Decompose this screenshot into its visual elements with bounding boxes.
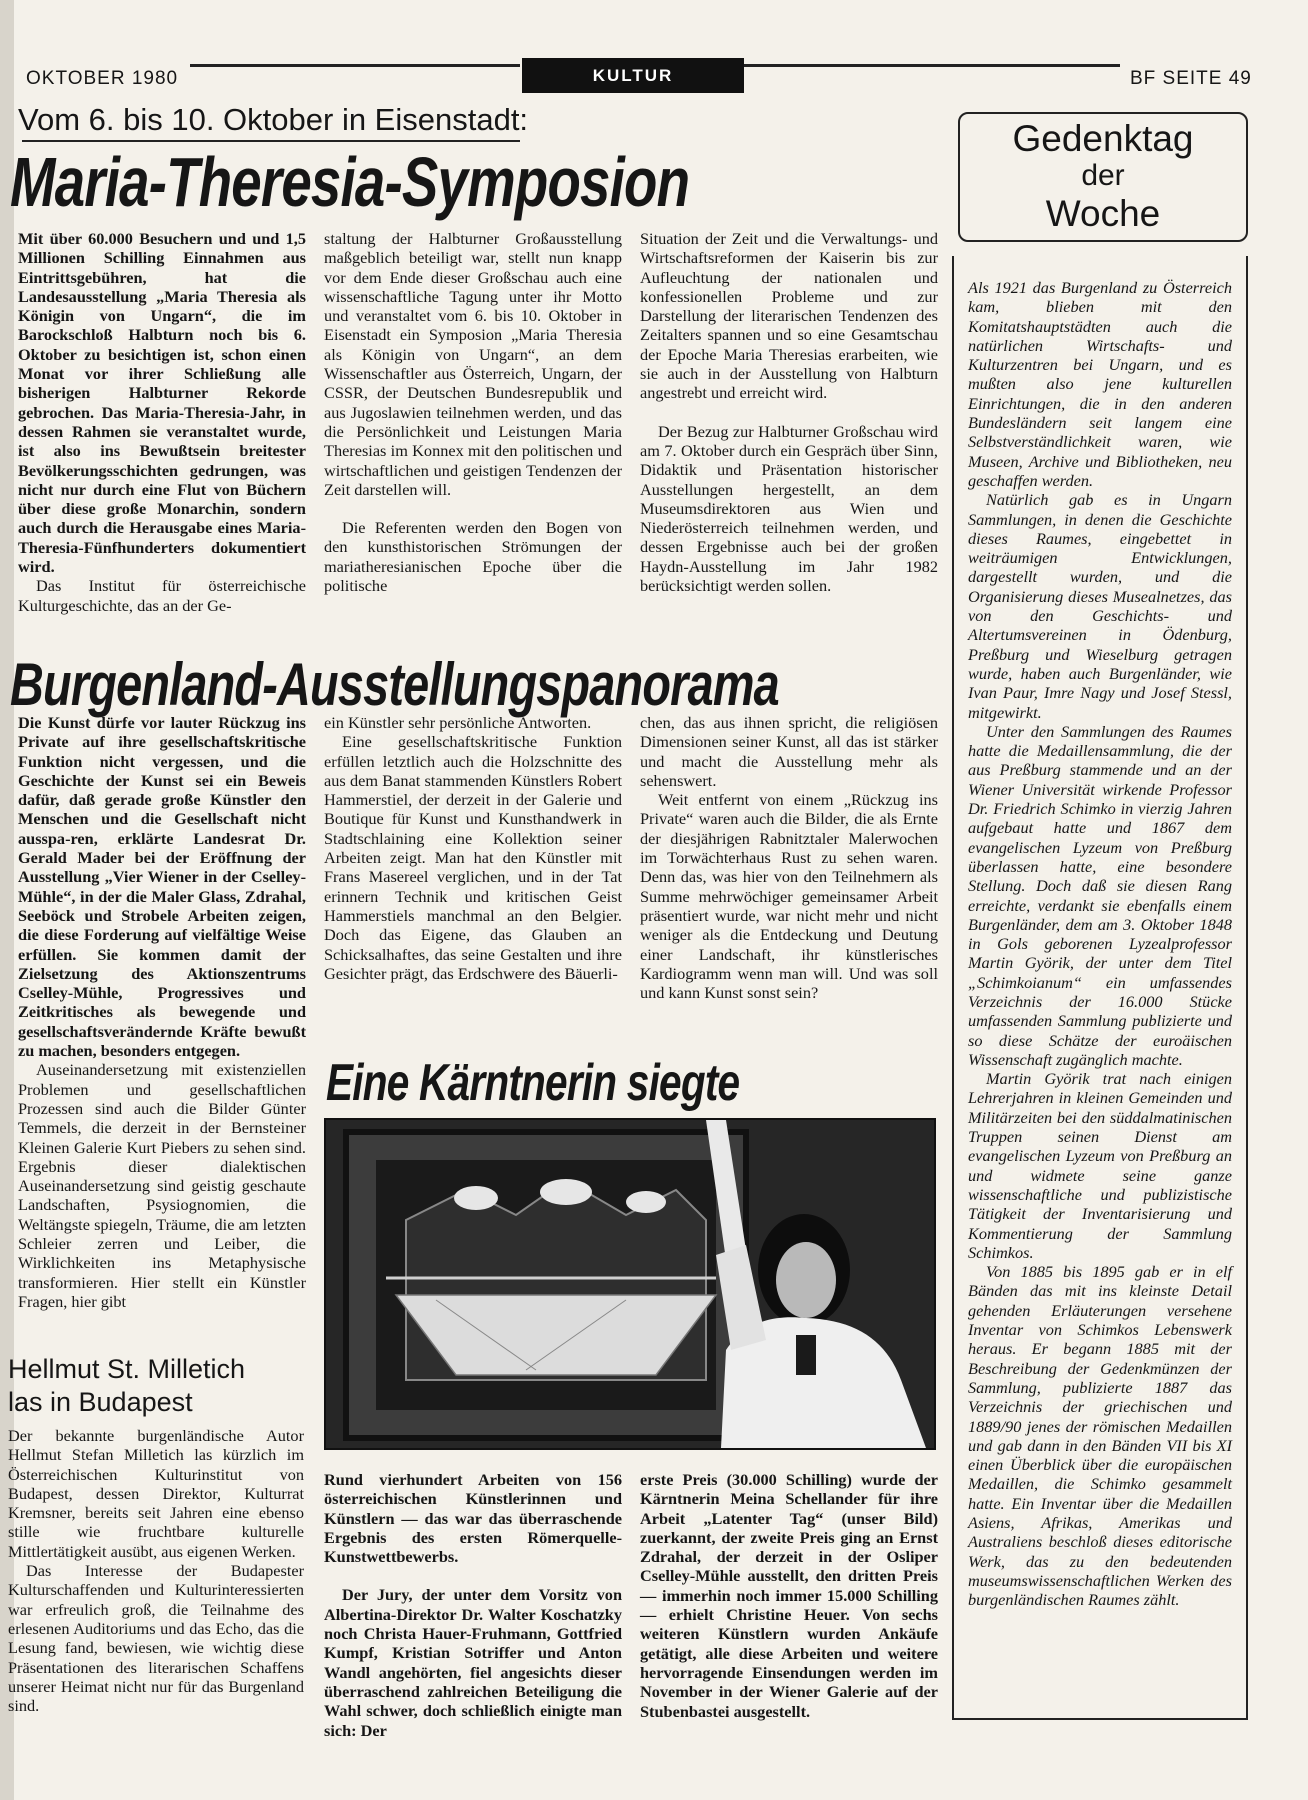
article2-col3	[640, 713, 938, 1043]
article3-p2: Das Interesse der Budapester Kulturschaffenden und Kulturinteressierten war erfreulich groß, die Teilnahme des erlesenen Auditoriums und das Echo, das die Lesung fand, bewiesen, wie wichtig diese Präsentationen des literarischen Schaffens unserer Heimat nicht nur für das Burgenland sind.	[8, 1561, 304, 1716]
article1-col3	[640, 229, 938, 629]
header-date: OKTOBER 1980	[26, 68, 184, 90]
sidebar-text	[952, 256, 1248, 1720]
article3-p1: Der bekannte burgenländische Autor Hellmut Stefan Milletich las kürzlich im Österreichischen Kulturinstitut von Budapest, dessen Direktor, Kulturrat Kremsner, bereits seit Jahren eine ebenso stille wie fruchtbare kulturelle Mittlertätigkeit ausübt, aus eigenen Werken.	[8, 1426, 304, 1561]
sidebar-title-line1: Gedenktag	[1012, 118, 1194, 159]
article4-col1-p1: Rund vierhundert Arbeiten von 156 österreichischen Künstlerinnen und Künstlern — das war das überraschende Ergebnis des ersten Römerquelle-Kunstwettbewerbs.	[324, 1470, 622, 1567]
article2-headline: Burgenland-Ausstellungspanorama	[10, 651, 779, 718]
article4-col2-p1: erste Preis (30.000 Schilling) wurde der Kärntnerin Meina Schellander für ihre Arbeit „Latenter Tag“ (unser Bild) zuerkannt, der zweite Preis ging an Ernst Zdrahal, der derzeit in der Osliper Cselley-Mühle ausstellt, den dritten Preis — immerhin noch immer 15.000 Schilling — erhielt Christine Heuer. Von sechs weiteren Künstlern wurden Ankäufe getätigt, alle diese Arbeiten und weitere hervorragende Einsendungen werden im November in der Wiener Galerie auf der Stubenbastei ausgestellt.	[640, 1470, 938, 1721]
article1-col1	[18, 229, 306, 629]
header-rule-right	[742, 64, 1120, 67]
article4-col1-p2: Der Jury, der unter dem Vorsitz von Albertina-Direktor Dr. Walter Koschatzky noch Christa Hauer-Fruhmann, Gottfried Kumpf, Kristian Sotriffer und Anton Wandl angehörten, fiel angesichts dieser überraschend zahlreichen Beteiligung die Wahl schwer, doch schließlich einigte man sich: Der	[324, 1585, 622, 1740]
sidebar-p5: Von 1885 bis 1895 gab er in elf Bänden das mit ins kleinste Detail gehenden Erläuterungen versehene Inventar von Schimkos Lebenswerk heraus. Er begann 1885 mit der Beschreibung der Gedenkmünzen der Sammlung, publizierte 1887 das Verzeichnis der griechischen und 1889/90 jenes der römischen Medaillen und gab dann in den Bänden VII bis XI einen Überblick über die europäischen Medaillen, die Schimko gesammelt hatte. Ein Inventar über die Medaillen Asiens, Afrikas, Amerikas und Australiens beschloß dieses editorische Werk, das zu den bedeutenden museumswissenschaftlichen Werken des burgenländischen Raumes zählt.	[968, 1262, 1232, 1610]
article1-col3-p1: Situation der Zeit und die Verwaltungs- und Wirtschaftsreformen der Kaiserin bis zur Aufleuchtung der nationalen und konfessionellen Probleme und zur Darstellung der literarischen Tendenzen des Zeitalters spannen und so eine Gesamtschau der Epoche Maria Theresias erarbeiten, wie sie auch in der Ausstellung von Halbturn angestrebt und erreicht wird.	[640, 229, 938, 403]
article1-col2	[324, 229, 622, 629]
sidebar-p3: Unter den Sammlungen des Raumes hatte die Medaillensammlung, die der aus Preßburg stammende und an der Wiener Universität wirkende Professor Dr. Friedrich Schimko in vierzig Jahren aufgebaut hatte und 1867 dem evangelischen Lyzeum von Preßburg überlassen hatte, eine besondere Stellung. Doch daß sie diesen Rang erreichte, verdankt sie ebenfalls einem Burgenländer, dem am 3. Oktober 1848 in Gols geborenen Lyzealprofessor Martin Györik, der unter dem Titel „Schimkoianum“ ein umfassendes Verzeichnis der 16.000 Stücke umfassenden Sammlung publizierte und so diese Schätze der euroäischen Wissenschaft zugänglich machte.	[968, 721, 1232, 1069]
article2-col3-p2: Weit entfernt von einem „Rückzug ins Private“ waren auch die Bilder, die als Ernte der diesjährigen Rabnitztaler Malerwochen im Torwächterhaus Rust zu sehen waren. Denn das, was hier von den Teilnehmern als Summe mehrwöchiger gemeinsamer Arbeit präsentiert wurde, war nicht mehr und nicht weniger als die Entdeckung und Deutung einer Landschaft, ihr künstlerisches Kardiogramm wenn man will. Und was soll und kann Kunst sonst sein?	[640, 790, 938, 1003]
sidebar-title-line3: Woche	[1045, 193, 1161, 234]
article2-col3-p1: chen, das aus ihnen spricht, die religiösen Dimensionen seiner Kunst, all das ist stärker und macht die Ausstellung mehr als sehenswert.	[640, 713, 938, 790]
article3-headline-line1: Hellmut St. Milletich	[8, 1354, 246, 1384]
article4-col2	[640, 1470, 938, 1728]
article2-col2	[324, 713, 622, 1043]
article3-body	[8, 1426, 304, 1732]
sidebar-p1: Als 1921 das Burgenland zu Österreich kam, blieben mit den Komitatshauptstädten auch die natürlichen Wirtschafts- und Kulturzentren bei Ungarn, und es mußten also jene kulturellen Einrichtungen, die in den anderen Bundesländern seit langem eine Selbstverständlichkeit waren, wie Museen, Archive und Bibliotheken, neu geschaffen werden.	[968, 278, 1232, 490]
sidebar-title-line2: der	[1081, 159, 1125, 192]
article1-headline: Maria-Theresia-Symposion	[10, 143, 690, 221]
article1-col3-p2: Der Bezug zur Halbturner Großschau wird am 7. Oktober durch ein Gespräch über Sinn, Didaktik und Präsentation historischer Ausstellungen hergestellt, an dem Museumsdirektoren aus Wien und Niederösterreich teilnehmen werden, und dessen Ergebnisse auch bei der großen Haydn-Ausstellung im Jahr 1982 berücksichtigt werden sollen.	[640, 421, 938, 596]
article4-headline: Eine Kärntnerin siegte	[326, 1054, 740, 1112]
header-rule-left	[190, 64, 520, 67]
article2-col1	[18, 713, 306, 1365]
header-page-number: BF SEITE 49	[1124, 68, 1252, 90]
article2-col1-lead: Die Kunst dürfe vor lauter Rückzug ins Private auf ihre gesellschaftskritische Funktion nicht vergessen, und die Geschichte der Kunst sei ein Beweis dafür, daß gerade große Künstler den Menschen und die Gesellschaft nicht ausspa-ren, erklärte Landesrat Dr. Gerald Mader bei der Eröffnung der Ausstellung „Vier Wiener in der Cselley-Mühle“, in der die Maler Glass, Zdrahal, Seeböck und Strobele Arbeiten zeigen, die diese Forderung auf vielfältige Weise erfüllen. Sie kommen damit der Zielsetzung des Aktionszentrums Cselley-Mühle, Progressives und Zeitkritisches als bewegende und gesellschaftsverändernde Kräfte bewußt zu machen, besonders entgegen.	[18, 713, 306, 1061]
article1-col2-p2: Die Referenten werden den Bogen von den kunsthistorischen Strömungen der mariatheresianischen Epoche über die politische	[324, 518, 622, 596]
sidebar-title-box	[958, 112, 1248, 242]
article4-photo	[324, 1118, 936, 1450]
article4-col1	[324, 1470, 622, 1740]
photo-artwork-with-artist	[326, 1120, 934, 1448]
article2-col2-p2: Eine gesellschaftskritische Funktion erfüllen letztlich auch die Holzschnitte des aus dem Banat stammenden Künstlers Robert Hammerstiel, der derzeit in der Galerie und Boutique für Kunst und Kunsthandwerk in Stadtschlaining eine Kollektion seiner Arbeiten zeigt. Man hat den Künstler mit Frans Masereel verglichen, und in der Tat erinnern Technik und kritischen Geist Hammerstiels manchmal an den Belgier. Doch das Eigene, das Glauben an Schicksalhaftes, das seine Gestalten und ihre Gesichter prägt, das Erdschwere des Bäuerli-	[324, 732, 622, 983]
article1-col1-p2: Das Institut für österreichische Kulturgeschichte, das an der Ge-	[18, 576, 306, 615]
section-label: KULTUR	[522, 58, 744, 93]
article2-col1-body: Auseinandersetzung mit existenziellen Problemen und gesellschaftlichen Prozessen sind auch die Bilder Günter Temmels, die derzeit in der Bernsteiner Kleinen Galerie Kurt Piebers zu sehen sind. Ergebnis dieser dialektischen Auseinandersetzung sind geistig geschaute Landschaften, Psysiognomien, die Weltängste spiegeln, Träume, die am letzten Schleier zerren und Leiber, die Wirklichkeiten ins Metaphysische transformieren. Hier stellt ein Künstler Fragen, hier gibt	[18, 1060, 306, 1311]
sidebar-p2: Natürlich gab es in Ungarn Sammlungen, in denen die Geschichte dieses Raumes, eingebettet in weiträumigen Entwicklungen, dargestellt wurden, und die Organisierung dieses Musealnetzes, das von den Geschichts- und Altertumsvereinen in Ödenburg, Preßburg und Wieselburg getragen wurde, haben auch Burgenländer, wie Ivan Paur, Imre Nagy und Josef Stessl, mitgewirkt.	[968, 490, 1232, 722]
article1-col2-p1: staltung der Halbturner Großausstellung maßgeblich beteiligt war, stellt nun knapp vor dem Ende dieser Großschau auch eine wissenschaftliche Tagung unter ihr Motto und veranstaltet vom 6. bis 10. Oktober in Eisenstadt ein Symposion „Maria Theresia als Königin von Ungarn“, an dem Wissenschaftler aus Österreich, Ungarn, der CSSR, der Deutschen Bundesrepublik und aus Jugoslawien teilnehmen werden, und das die Persönlichkeit und Leistungen Maria Theresias im Konnex mit den politischen und wirtschaftlichen und geistigen Tendenzen der Zeit darstellen will.	[324, 229, 622, 499]
article1-kicker-rule	[22, 140, 520, 142]
sidebar-p4: Martin Györik trat nach einigen Lehrerjahren in kleinen Gemeinden und Militärzeiten bei den süddalmatinischen Truppen seinen Dienst am evangelischen Lyzeum von Preßburg an und widmete seine ganze wissenschaftliche und publizistische Tätigkeit der Inventarisierung und Kommentierung der Sammlung Schimkos.	[968, 1069, 1232, 1262]
article3-headline-line2: las in Budapest	[8, 1387, 193, 1417]
article3-headline	[8, 1353, 308, 1419]
article1-col1-p1: Mit über 60.000 Besuchern und und 1,5 Millionen Schilling Einnahmen aus Eintrittsgebühren, hat die Landesausstellung „Maria Theresia als Königin von Ungarn“, die im Barockschloß Halbturn noch bis 6. Oktober zu besichtigen ist, schon einen Monat vor ihrer Schließung alle bisherigen Halbturner Rekorde gebrochen. Das Maria-Theresia-Jahr, in dessen Rahmen sie veranstaltet wurde, ist also ins Bewußtsein breitester Bevölkerungsschichten gedrungen, was nicht nur durch eine Flut von Büchern über diese große Monarchin, sondern auch durch die Herausgabe eines Maria-Theresia-Fünfhunderters dokumentiert wird.	[18, 229, 306, 577]
article1-kicker: Vom 6. bis 10. Oktober in Eisenstadt:	[18, 102, 529, 137]
article2-col2-p1: ein Künstler sehr persönliche Antworten.	[324, 713, 592, 732]
